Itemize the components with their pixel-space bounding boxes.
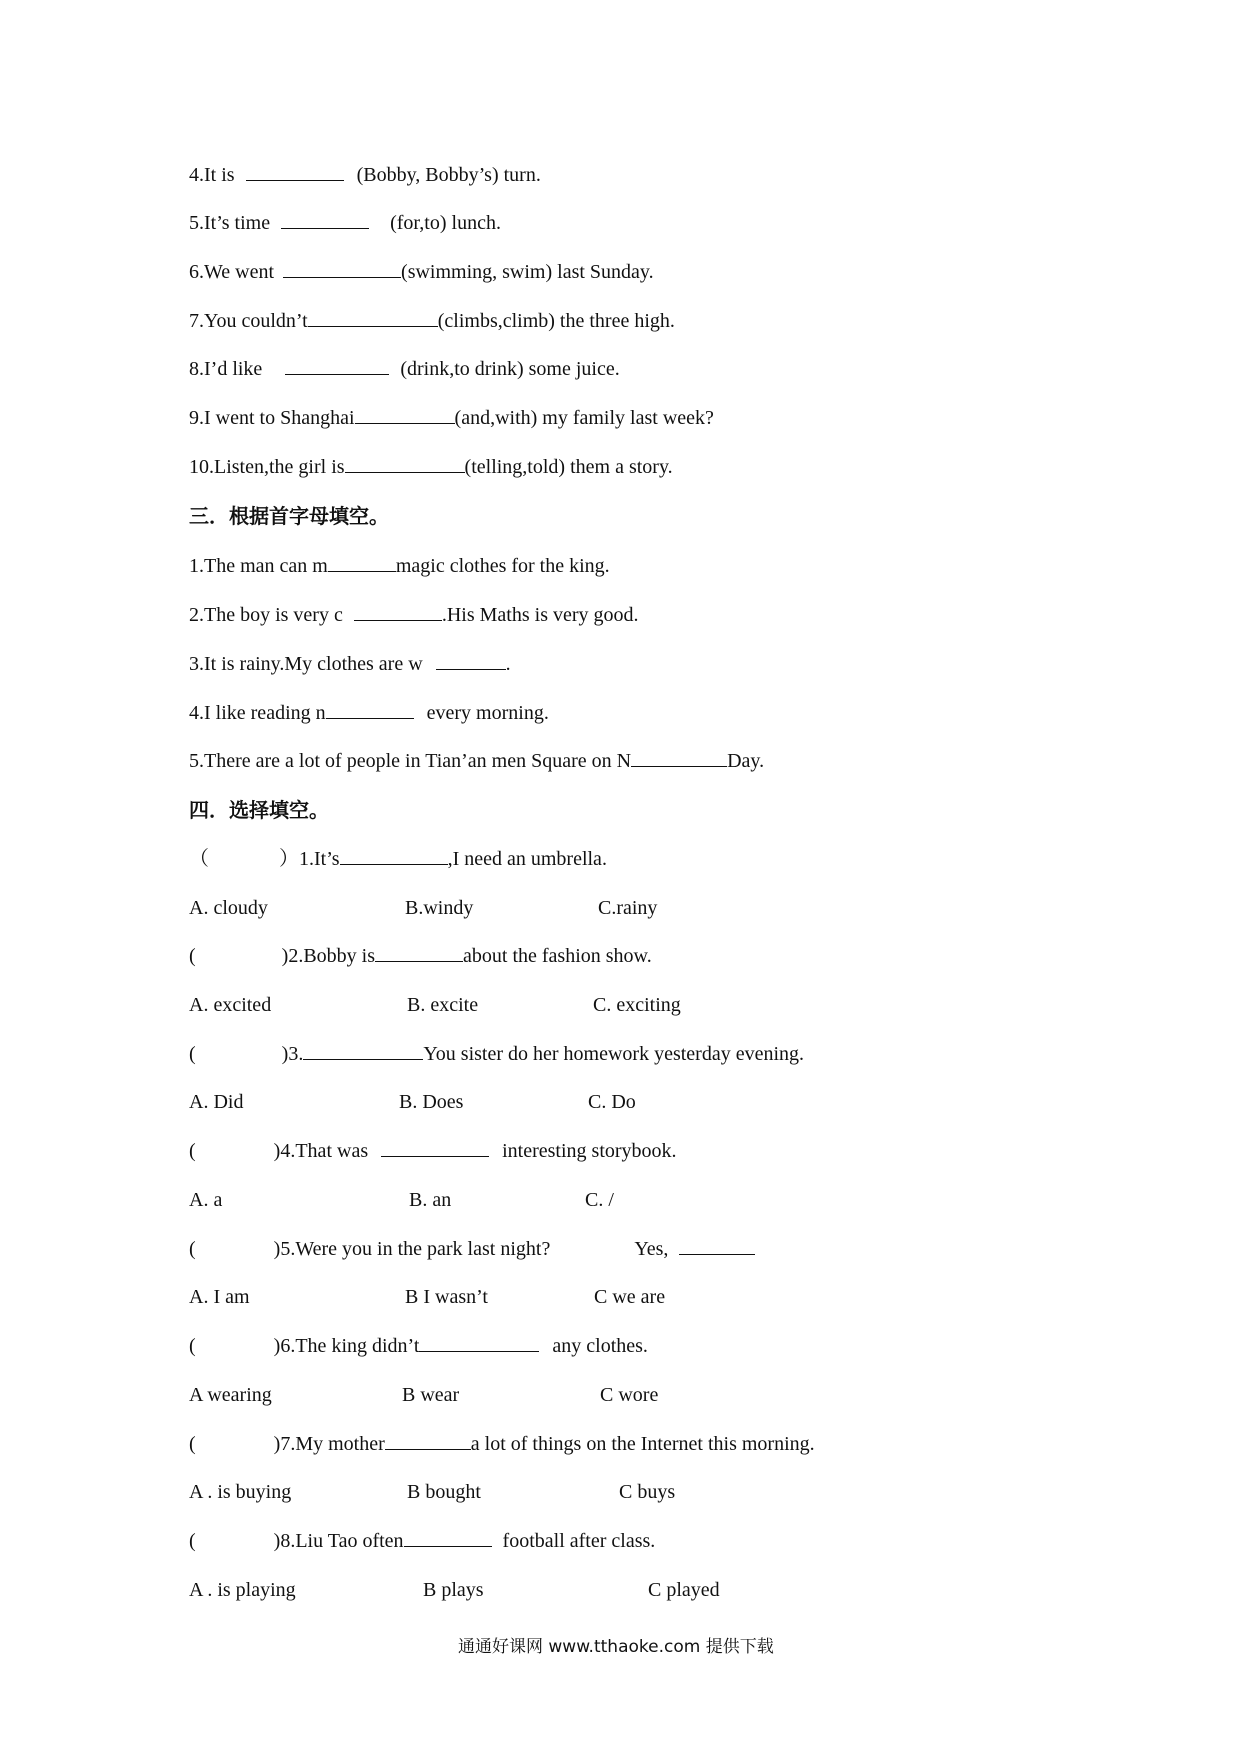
option-b[interactable]: B. excite bbox=[407, 994, 479, 1016]
option-b[interactable]: B. Does bbox=[399, 1091, 464, 1113]
section2-item-8: 8.I’d like (drink,to drink) some juice. bbox=[189, 358, 620, 380]
answer-blank[interactable] bbox=[283, 259, 401, 278]
section3-item-2: 2.The boy is very c .His Maths is very good. bbox=[189, 604, 639, 626]
answer-blank[interactable] bbox=[328, 553, 396, 572]
answer-blank[interactable] bbox=[340, 846, 448, 865]
answer-blank[interactable] bbox=[631, 748, 727, 767]
answer-blank[interactable] bbox=[308, 308, 438, 327]
option-b[interactable]: B.windy bbox=[405, 897, 474, 919]
answer-blank[interactable] bbox=[326, 700, 414, 719]
question-4: ( )4.That was interesting storybook. bbox=[189, 1140, 677, 1162]
answer-blank[interactable] bbox=[281, 210, 369, 229]
option-c[interactable]: C. exciting bbox=[593, 994, 681, 1016]
answer-blank[interactable] bbox=[303, 1041, 423, 1060]
question-2: ( )2.Bobby is about the fashion show. bbox=[189, 945, 652, 967]
option-b[interactable]: B I wasn’t bbox=[405, 1286, 488, 1308]
option-a[interactable]: A. Did bbox=[189, 1091, 244, 1113]
section3-item-1: 1.The man can m magic clothes for the king. bbox=[189, 555, 610, 577]
option-a[interactable]: A. I am bbox=[189, 1286, 250, 1308]
question-3: ( )3. You sister do her homework yesterday evening. bbox=[189, 1043, 805, 1065]
option-c[interactable]: C played bbox=[648, 1579, 720, 1601]
section2-item-7: 7.You couldn’t (climbs,climb) the three high. bbox=[189, 310, 675, 332]
section2-item-4: 4.It is (Bobby, Bobby’s) turn. bbox=[189, 164, 541, 186]
question-8: ( )8.Liu Tao often football after class. bbox=[189, 1530, 656, 1552]
answer-blank[interactable] bbox=[375, 943, 463, 962]
option-a[interactable]: A wearing bbox=[189, 1384, 272, 1406]
answer-blank[interactable] bbox=[404, 1528, 492, 1547]
page-footer: 通通好课网 www.tthaoke.com 提供下载 bbox=[458, 1637, 774, 1657]
option-c[interactable]: C we are bbox=[594, 1286, 666, 1308]
section2-item-9: 9.I went to Shanghai (and,with) my family last week? bbox=[189, 407, 714, 429]
answer-blank[interactable] bbox=[345, 454, 465, 473]
option-c[interactable]: C.rainy bbox=[598, 897, 658, 919]
option-a[interactable]: A. excited bbox=[189, 994, 272, 1016]
section3-item-3: 3.It is rainy.My clothes are w . bbox=[189, 653, 511, 675]
answer-blank[interactable] bbox=[679, 1236, 755, 1255]
answer-blank[interactable] bbox=[436, 651, 506, 670]
question-6: ( )6.The king didn’t any clothes. bbox=[189, 1335, 648, 1357]
option-c[interactable]: C. / bbox=[585, 1189, 614, 1211]
answer-blank[interactable] bbox=[354, 602, 442, 621]
question-1: （ ）1.It’s ,I need an umbrella. bbox=[189, 848, 607, 870]
section3-heading: 三．根据首字母填空。 bbox=[189, 504, 389, 528]
option-a[interactable]: A . is buying bbox=[189, 1481, 292, 1503]
section3-item-5: 5.There are a lot of people in Tian’an men Square on N Day. bbox=[189, 750, 765, 772]
section2-item-5: 5.It’s time (for,to) lunch. bbox=[189, 212, 501, 234]
option-b[interactable]: B. an bbox=[409, 1189, 452, 1211]
option-c[interactable]: C wore bbox=[600, 1384, 659, 1406]
option-a[interactable]: A. a bbox=[189, 1189, 223, 1211]
option-b[interactable]: B bought bbox=[407, 1481, 481, 1503]
option-b[interactable]: B plays bbox=[423, 1579, 484, 1601]
answer-blank[interactable] bbox=[285, 356, 389, 375]
answer-blank[interactable] bbox=[381, 1138, 489, 1157]
answer-blank[interactable] bbox=[355, 405, 455, 424]
option-b[interactable]: B wear bbox=[402, 1384, 460, 1406]
question-5: ( )5.Were you in the park last night? Yes, bbox=[189, 1236, 755, 1262]
option-a[interactable]: A. cloudy bbox=[189, 897, 268, 919]
answer-blank[interactable] bbox=[385, 1431, 471, 1450]
answer-blank[interactable] bbox=[419, 1333, 539, 1352]
question-7: ( )7.My mother a lot of things on the Internet this morning. bbox=[189, 1433, 815, 1455]
section2-item-10: 10.Listen,the girl is (telling,told) them a story. bbox=[189, 456, 673, 478]
section4-heading: 四．选择填空。 bbox=[189, 798, 329, 822]
section2-item-6: 6.We went (swimming, swim) last Sunday. bbox=[189, 261, 654, 283]
option-c[interactable]: C. Do bbox=[588, 1091, 636, 1113]
option-a[interactable]: A . is playing bbox=[189, 1579, 296, 1601]
answer-blank[interactable] bbox=[246, 162, 344, 181]
section3-item-4: 4.I like reading n every morning. bbox=[189, 702, 549, 724]
option-c[interactable]: C buys bbox=[619, 1481, 676, 1503]
